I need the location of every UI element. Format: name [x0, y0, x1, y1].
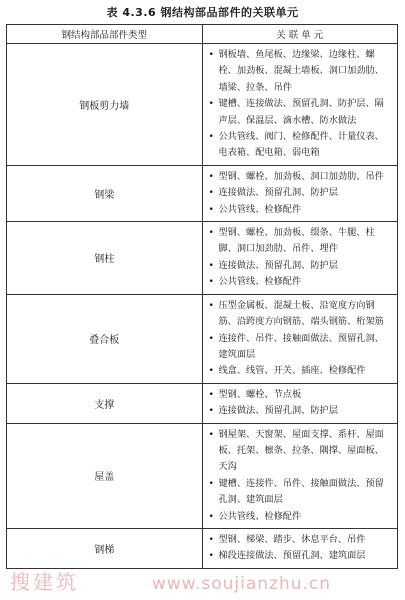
- unit-item-text: 键槽、连接做法、预留孔洞、防护层、隔声层、保温层、滴水槽、防水做法: [218, 98, 384, 126]
- unit-item: [209, 202, 394, 218]
- table-row: [7, 44, 398, 166]
- unit-item: [209, 258, 394, 274]
- unit-item-text: 连接做法、预留孔洞、防护层: [218, 259, 338, 271]
- unit-item: [209, 387, 394, 403]
- related-units-cell: [202, 294, 398, 383]
- bullet-icon: •: [208, 550, 214, 562]
- table-row: [7, 165, 398, 221]
- unit-item-text: 梯段连接做法、预留孔洞、建筑面层: [218, 550, 366, 562]
- related-units-cell: [202, 528, 398, 568]
- bullet-icon: •: [208, 131, 214, 143]
- bullet-icon: •: [208, 227, 214, 239]
- bullet-icon: •: [208, 510, 214, 522]
- bullet-icon: •: [208, 98, 214, 110]
- unit-item-text: 连接件、吊件、接触面做法、预留孔洞、建筑面层: [218, 332, 384, 360]
- unit-item-text: 公共管线、检修配件: [218, 510, 302, 522]
- unit-item-text: 线盒、线管、开关、插座、检修配件: [218, 365, 366, 377]
- bullet-icon: •: [208, 405, 214, 417]
- watermark-url: www.soujianzhu.cn: [151, 574, 332, 594]
- table-row: [7, 294, 398, 383]
- component-type-cell: 钢板剪力墙: [7, 44, 203, 166]
- bullet-icon: •: [208, 187, 214, 199]
- table-body: [7, 44, 398, 569]
- watermark-cn: 搜建筑: [10, 570, 79, 594]
- component-type-cell: 支撑: [7, 383, 203, 423]
- unit-item: [209, 96, 394, 129]
- bullet-icon: •: [208, 259, 214, 271]
- component-type-cell: 钢柱: [7, 222, 203, 295]
- bullet-icon: •: [208, 428, 214, 440]
- table-caption: 表 4.3.6 钢结构部品部件的关联单元: [106, 6, 299, 19]
- component-type-cell: 屋盖: [7, 423, 203, 528]
- bullet-icon: •: [208, 170, 214, 182]
- unit-item-text: 公共管线、检修配件: [218, 203, 302, 215]
- component-type-cell: 钢梯: [7, 528, 203, 568]
- unit-item-text: 钢板墙、鱼尾板、边缘梁、边缘柱、螺栓、加劲板、混凝土墙板、洞口加劲肋、墙梁、拉条、吊件: [218, 49, 384, 93]
- table-row: [7, 528, 398, 568]
- unit-item: [209, 185, 394, 201]
- unit-item-text: 公共管线、检修配件: [218, 276, 302, 288]
- unit-item: [209, 274, 394, 290]
- unit-item-text: 型钢、螺栓、节点板: [218, 388, 302, 400]
- table-row: [7, 222, 398, 295]
- unit-item-text: 型钢、螺栓、加劲板、洞口加劲肋、吊件: [218, 170, 384, 182]
- unit-item: [209, 129, 394, 162]
- unit-item: [209, 363, 394, 379]
- bullet-icon: •: [208, 332, 214, 344]
- unit-item: [209, 476, 394, 509]
- unit-item: [209, 548, 394, 564]
- unit-item-text: 型钢、螺栓、加劲板、缀条、牛腿、柱脚、洞口加劲肋、吊件、埋件: [218, 227, 375, 255]
- unit-item-text: 压型金属板、混凝土板、沿宽度方向钢筋、沿跨度方向钢筋、端头钢筋、桁架筋: [218, 299, 384, 328]
- component-type-cell: 叠合板: [7, 294, 203, 383]
- related-units-cell: [202, 44, 398, 166]
- unit-item: [209, 509, 394, 525]
- unit-item-text: 钢屋架、天窗架、屋面支撑、系杆、屋面板、托架、檩条、拉条、隅撑、屋面板、天沟: [218, 428, 384, 473]
- related-units-cell: [202, 222, 398, 295]
- header-units: 关 联 单 元: [202, 25, 398, 44]
- watermark: [10, 566, 400, 595]
- unit-item: [209, 331, 394, 364]
- bullet-icon: •: [208, 477, 214, 489]
- unit-item-text: 公共管线、阀门、检修配件、计量仪表、电表箱、配电箱、弱电箱: [218, 131, 384, 159]
- bullet-icon: •: [208, 49, 214, 60]
- unit-item: [209, 169, 394, 185]
- relation-table: [6, 24, 398, 569]
- related-units-cell: [202, 423, 398, 528]
- unit-item: [209, 427, 394, 476]
- related-units-cell: [202, 383, 398, 423]
- bullet-icon: •: [208, 388, 214, 400]
- unit-item-text: 型钢、梯梁、踏步、休息平台、吊件: [218, 533, 366, 545]
- bullet-icon: •: [208, 299, 214, 311]
- bullet-icon: •: [208, 533, 214, 545]
- unit-item-text: 键槽、连接件、吊件、接触面做法、预留孔洞、建筑面层: [218, 477, 384, 506]
- unit-item: [209, 403, 394, 419]
- table-row: [7, 383, 398, 423]
- unit-item: [209, 532, 394, 548]
- header-type: 钢结构部品部件类型: [7, 25, 203, 44]
- component-type-cell: 钢梁: [7, 165, 203, 221]
- unit-item: [209, 298, 394, 331]
- unit-item: [209, 47, 394, 96]
- unit-item-text: 连接做法、预留孔洞、防护层: [218, 187, 338, 199]
- table-row: [7, 423, 398, 528]
- unit-item-text: 连接做法、预留孔洞、防护层: [218, 405, 338, 417]
- bullet-icon: •: [208, 276, 214, 288]
- bullet-icon: •: [208, 365, 214, 377]
- bullet-icon: •: [208, 203, 214, 215]
- unit-item: [209, 225, 394, 258]
- table-header-row: [7, 25, 398, 44]
- related-units-cell: [202, 165, 398, 221]
